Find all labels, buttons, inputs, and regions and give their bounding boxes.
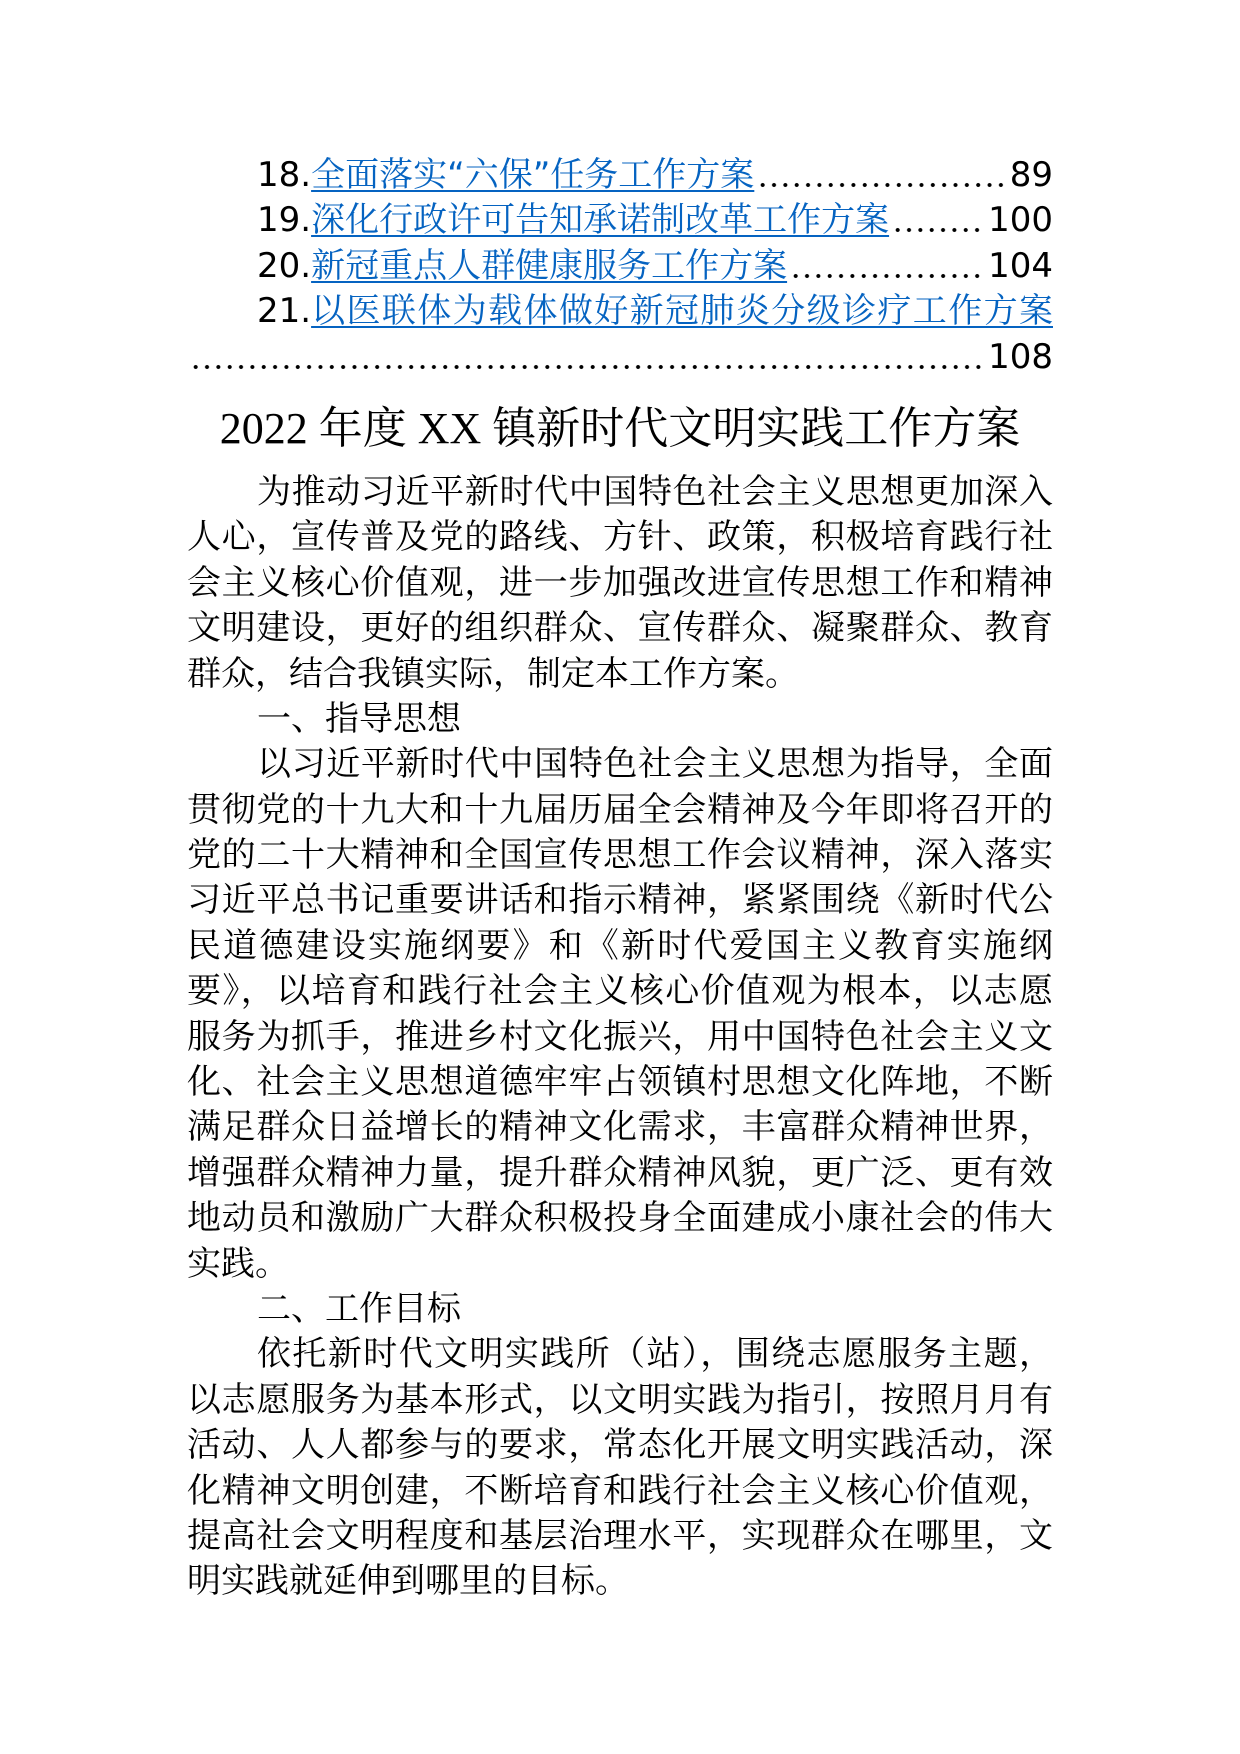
toc-leader-dots: [189, 335, 985, 380]
paragraph-line: 以志愿服务为基本形式，以文明实践为指引，按照月月有: [187, 1379, 1053, 1420]
toc-entry: [187, 289, 1053, 334]
toc-entry-number: 20.: [257, 245, 312, 286]
section-guiding-ideology: [187, 697, 1053, 1287]
page-content: [187, 153, 1053, 1605]
toc-leader-dots: [789, 244, 985, 289]
paragraph-line: 地动员和激励广大群众积极投身全面建成小康社会的伟大: [187, 1198, 1053, 1239]
paragraph-line: 民道德建设实施纲要》和《新时代爱国主义教育实施纲: [187, 925, 1053, 966]
paragraph-line: 活动、人人都参与的要求，常态化开展文明实践活动，深: [187, 1425, 1053, 1466]
paragraph-line: 满足群众日益增长的精神文化需求，丰富群众精神世界，: [187, 1107, 1053, 1148]
section-heading: 二、工作目标: [257, 1288, 461, 1329]
intro-paragraph: [187, 470, 1053, 697]
paragraph-line: 增强群众精神力量，提升群众精神风貌，更广泛、更有效: [187, 1152, 1053, 1193]
toc-entry-link[interactable]: 新冠重点人群健康服务工作方案: [311, 245, 788, 286]
paragraph-line: 服务为抓手，推进乡村文化振兴，用中国特色社会主义文: [187, 1016, 1053, 1057]
paragraph-line: 化、社会主义思想道德牢牢占领镇村思想文化阵地，不断: [187, 1062, 1053, 1103]
toc-entry-page-number: 89: [1009, 155, 1053, 195]
paragraph-line: 会主义核心价值观，进一步加强改进宣传思想工作和精神: [187, 562, 1053, 603]
toc-entry-page-number: 104: [988, 245, 1053, 286]
section-paragraph: [187, 1332, 1053, 1604]
toc-entry-continuation: [187, 335, 1053, 380]
toc-entry-page-number: 108: [988, 336, 1053, 377]
section-work-objectives: [187, 1287, 1053, 1605]
paragraph-line: 文明建设，更好的组织群众、宣传群众、凝聚群众、教育: [187, 608, 1053, 649]
paragraph-line: 化精神文明创建，不断培育和践行社会主义核心价值观，: [187, 1470, 1053, 1511]
paragraph-line: 实践。: [187, 1243, 289, 1284]
table-of-contents: [187, 153, 1053, 380]
toc-entry: [187, 153, 1053, 198]
paragraph-line: 提高社会文明程度和基层治理水平，实现群众在哪里，文: [187, 1515, 1053, 1556]
section-heading: 一、指导思想: [257, 698, 461, 739]
toc-entry: [187, 244, 1053, 289]
paragraph-line: 人心，宣传普及党的路线、方针、政策，积极培育践行社: [187, 517, 1053, 558]
toc-entry-link[interactable]: 全面落实“六保”任务工作方案: [311, 155, 755, 195]
paragraph-line: 贯彻党的十九大和十九届历届全会精神及今年即将召开的: [187, 789, 1053, 830]
toc-leader-dots: [891, 198, 985, 243]
section-paragraph: [187, 742, 1053, 1287]
document-title: 2022 年度 XX 镇新时代文明实践工作方案: [219, 403, 1021, 453]
paragraph-line: 要》，以培育和践行社会主义核心价值观为根本，以志愿: [187, 971, 1053, 1012]
toc-entry-number: 19.: [257, 200, 312, 241]
toc-entry-link[interactable]: 以医联体为载体做好新冠肺炎分级诊疗工作方案: [311, 291, 1053, 332]
toc-entry: [187, 198, 1053, 243]
paragraph-line: 习近平总书记重要讲话和指示精神，紧紧围绕《新时代公: [187, 880, 1053, 921]
toc-entry-number: 21.: [257, 291, 312, 332]
paragraph-line: 群众，结合我镇实际，制定本工作方案。: [187, 653, 799, 694]
toc-leader-dots: [756, 153, 1006, 198]
paragraph-line: 为推动习近平新时代中国特色社会主义思想更加深入: [257, 471, 1053, 512]
paragraph-line: 以习近平新时代中国特色社会主义思想为指导，全面: [257, 744, 1053, 785]
paragraph-line: 明实践就延伸到哪里的目标。: [187, 1561, 629, 1602]
paragraph-line: 依托新时代文明实践所（站），围绕志愿服务主题，: [257, 1334, 1053, 1375]
toc-entry-link[interactable]: 深化行政许可告知承诺制改革工作方案: [311, 200, 890, 241]
toc-entry-page-number: 100: [988, 200, 1053, 241]
paragraph-line: 党的二十大精神和全国宣传思想工作会议精神，深入落实: [187, 835, 1053, 876]
toc-entry-number: 18.: [257, 155, 312, 195]
